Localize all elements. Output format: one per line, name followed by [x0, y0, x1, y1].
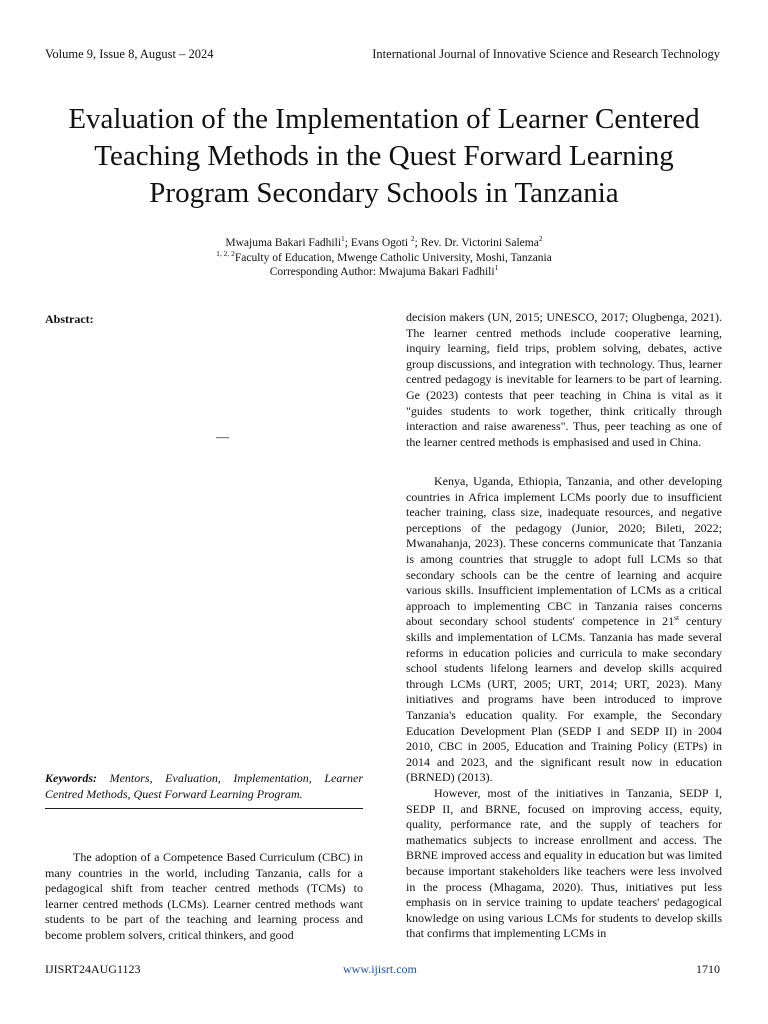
- body-paragraph: decision makers (UN, 2015; UNESCO, 2017; Olugbenga, 2021). The learner centred methods include cooperative learning, inquiry learning, field trips, problem solving, debates, active group discussions, and integration with technology. Thus, learner centred pedagogy is inevitable for learners to be part of learning. Ge (2023) contests that peer teaching in China is vital as it "guides students to work together, think critically through interaction and raise awareness". Thus, peer teaching as one of the learner centred methods is emphasised and used in China.: [406, 310, 722, 449]
- body-paragraph: However, most of the initiatives in Tanzania, SEDP I, SEDP II, and BRNE, focused on improving access, equity, quality, performance rate, and the supply of teachers for mathematics subjects to increase enrollment and access. The BRNE improved access and equality in education but was limited because important stakeholders like teachers were less involved in the process (Mhagama, 2020). Thus, initiatives put less emphasis on in service training to update teachers' pedagogical knowledge on using various LCMs for students to develop skills that confirms that implementing LCMs in: [406, 786, 722, 941]
- author-sup: 2: [538, 234, 543, 244]
- title-line: Evaluation of the Implementation of Learner Centered: [68, 103, 700, 135]
- keywords-label: Keywords:: [45, 771, 97, 785]
- intro-paragraph: The adoption of a Competence Based Curriculum (CBC) in many countries in the world, including Tanzania, calls for a pedagogical shift from teacher centred methods (TCMs) to learner centred methods (LCMs). Learner centred methods want students to be part of the teaching and learning process and become problem solvers, critical thinkers, and good: [45, 850, 363, 942]
- author-sup: 1: [341, 234, 345, 244]
- author-sup: 2: [410, 234, 415, 244]
- paper-title: [30, 101, 738, 212]
- journal-volume: Volume 9, Issue 8, August – 2024: [45, 47, 214, 61]
- paragraph-text: Kenya, Uganda, Ethiopia, Tanzania, and other developing countries in Africa implement LCMs poorly due to insufficient teacher training, class size, inadequate resources, and negative perceptions of the pedagogy (Junior, 2020; Bileti, 2022; Mwanahanja, 2023). These concerns communicate that Tanzania is among countries that struggle to adopt full LCMs so that secondary schools can be the centre of learning and acquire various skills. Insufficient implementation of LCMs as a critical approach to implementing CBC in Tanzania raises concerns about secondary school students' competence in 21: [406, 474, 722, 629]
- abstract-heading: Abstract:: [45, 312, 94, 326]
- title-line: Program Secondary Schools in Tanzania: [149, 177, 619, 209]
- keywords-text: Mentors, Evaluation, Implementation, Learner Centred Methods, Quest Forward Learning Program.: [45, 771, 363, 801]
- author-list: [0, 236, 768, 251]
- corresponding-text: Corresponding Author: Mwajuma Bakari Fadhili: [269, 266, 495, 278]
- article-id: IJISRT24AUG1123: [45, 962, 141, 976]
- body-paragraph: [406, 474, 722, 786]
- page-number: 1710: [696, 962, 720, 976]
- paragraph-text: century skills and implementation of LCMs. Tanzania has made several reforms in education policies and curricula to make secondary school students lifelong learners and develop skills acquired through LCMs (URT, 2005; URT, 2014; URT, 2023). Many initiatives and programs have been introduced to improve Tanzania's education quality. For example, the Secondary Education Development Plan (SEDP I and SEDP II) in 2004 2010, CBC in 2005, Education and Training Policy (ETPs) in 2014 and 2023, and the significant result now in education (BRNED) (2013).: [406, 614, 722, 785]
- author-name: ; Rev. Dr. Victorini Salema: [414, 237, 539, 249]
- journal-website-link[interactable]: www.ijisrt.com: [343, 962, 417, 976]
- author-block: [0, 236, 768, 280]
- affiliation-sup: 1, 2, 2: [216, 248, 235, 258]
- affiliation-text: Faculty of Education, Mwenge Catholic University, Moshi, Tanzania: [234, 251, 552, 264]
- journal-name: International Journal of Innovative Science and Research Technology: [372, 47, 720, 61]
- title-line: Teaching Methods in the Quest Forward Learning: [94, 140, 674, 172]
- ordinal-sup: st: [674, 613, 680, 623]
- keywords-block: [45, 771, 363, 809]
- abstract-dash: —: [216, 429, 229, 444]
- author-name: Mwajuma Bakari Fadhili: [225, 237, 342, 249]
- author-name: ; Evans Ogoti: [344, 237, 411, 249]
- corresponding-author: [0, 265, 768, 280]
- corresponding-sup: 1: [494, 263, 499, 273]
- affiliation: [0, 248, 768, 266]
